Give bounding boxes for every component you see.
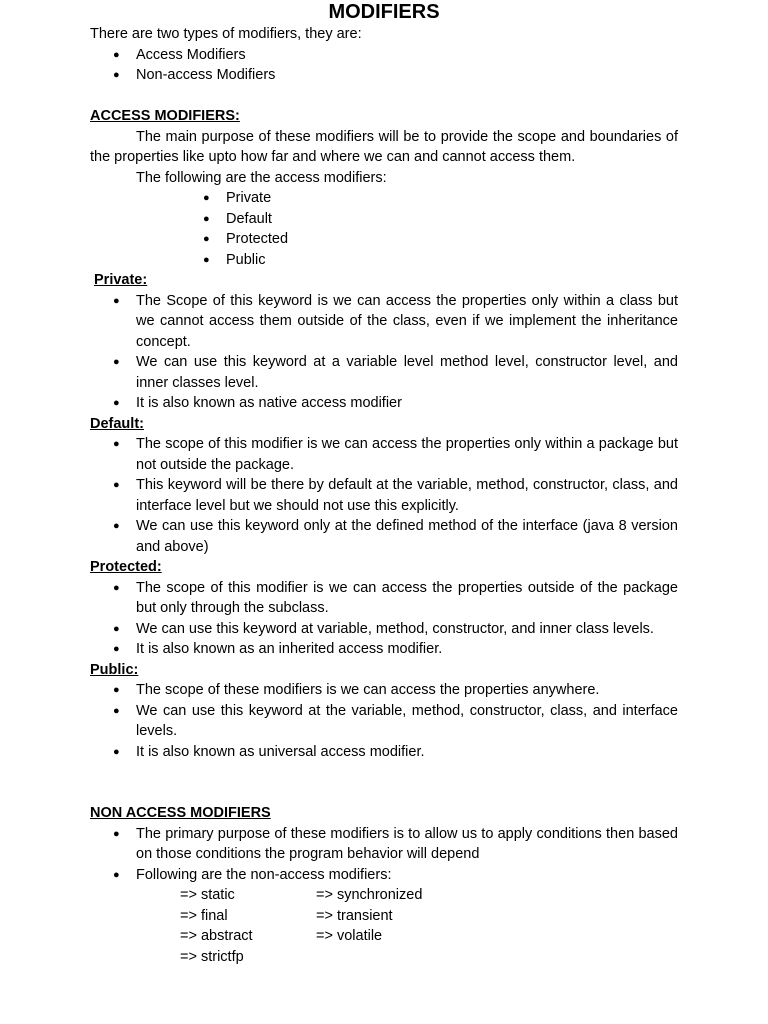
spacer [90, 762, 678, 803]
modifier-abstract: => abstract [180, 928, 253, 944]
types-list [90, 45, 678, 86]
modifier-strictfp: => strictfp [180, 948, 244, 965]
list-item: ● This keyword will be there by default at the variable, method, constructor, class, and interface level but we should not use this explicitly. [90, 475, 678, 516]
modifier-static: => static [180, 887, 235, 903]
list-item: ● The scope of this modifier is we can access the properties only within a package but not outside the package. [90, 434, 678, 475]
list-item: ● We can use this keyword at a variable level method level, constructor level, and inner classes level. [90, 352, 678, 393]
list-item: ● It is also known as universal access modifier. [90, 742, 678, 763]
protected-points [90, 578, 678, 660]
list-item: ● The scope of these modifiers is we can access the properties anywhere. [90, 680, 678, 701]
list-item: ● The primary purpose of these modifiers is to allow us to apply conditions then based on those conditions the program behavior will depend [90, 824, 678, 865]
modifier-row [90, 947, 678, 968]
modifier-row [90, 926, 678, 947]
list-item: ● Access Modifiers [90, 45, 678, 66]
list-item: ● We can use this keyword only at the defined method of the interface (java 8 version and above) [90, 516, 678, 557]
list-item: ● We can use this keyword at the variable, method, constructor, class, and interface levels. [90, 701, 678, 742]
modifier-volatile: => volatile [316, 928, 383, 944]
intro-text: There are two types of modifiers, they are: [90, 26, 362, 42]
modifier-row [90, 906, 678, 927]
list-item: ● Following are the non-access modifiers: [90, 865, 678, 886]
list-item: ● Public [90, 250, 678, 271]
list-item: ● Non-access Modifiers [90, 65, 678, 86]
modifier-row [90, 885, 678, 906]
public-points [90, 680, 678, 762]
protected-heading: Protected: [90, 559, 162, 575]
default-points [90, 434, 678, 557]
private-heading: Private: [94, 272, 148, 288]
list-item: ● Protected [90, 229, 678, 250]
nonaccess-points [90, 824, 678, 886]
access-following: The following are the access modifiers: [136, 169, 387, 186]
public-heading: Public: [90, 661, 139, 678]
list-item: ● It is also known as an inherited access modifier. [90, 639, 678, 660]
access-heading: ACCESS MODIFIERS: [90, 108, 240, 124]
default-heading: Default: [90, 415, 144, 432]
modifier-synchronized: => synchronized [316, 887, 423, 903]
access-list [90, 188, 678, 270]
access-purpose: The main purpose of these modifiers will be to provide the scope and boundaries of the properties like upto how far and where we can and cannot access them. [90, 128, 678, 165]
spacer [90, 86, 678, 107]
list-item: ● Default [90, 209, 678, 230]
list-item: ● We can use this keyword at variable, method, constructor, and inner class levels. [90, 619, 678, 640]
nonaccess-heading: NON ACCESS MODIFIERS [90, 805, 271, 821]
modifier-final: => final [180, 907, 228, 924]
private-points [90, 291, 678, 414]
document-page [90, 0, 678, 967]
list-item: ● The scope of this modifier is we can access the properties outside of the package but only through the subclass. [90, 578, 678, 619]
nonaccess-modifiers-table [90, 885, 678, 967]
page-title: MODIFIERS [328, 1, 440, 23]
modifier-transient: => transient [316, 907, 393, 924]
list-item: ● It is also known as native access modifier [90, 393, 678, 414]
list-item: ● The Scope of this keyword is we can access the properties only within a class but we cannot access them outside of the class, even if we implement the inheritance concept. [90, 291, 678, 353]
list-item: ● Private [90, 188, 678, 209]
